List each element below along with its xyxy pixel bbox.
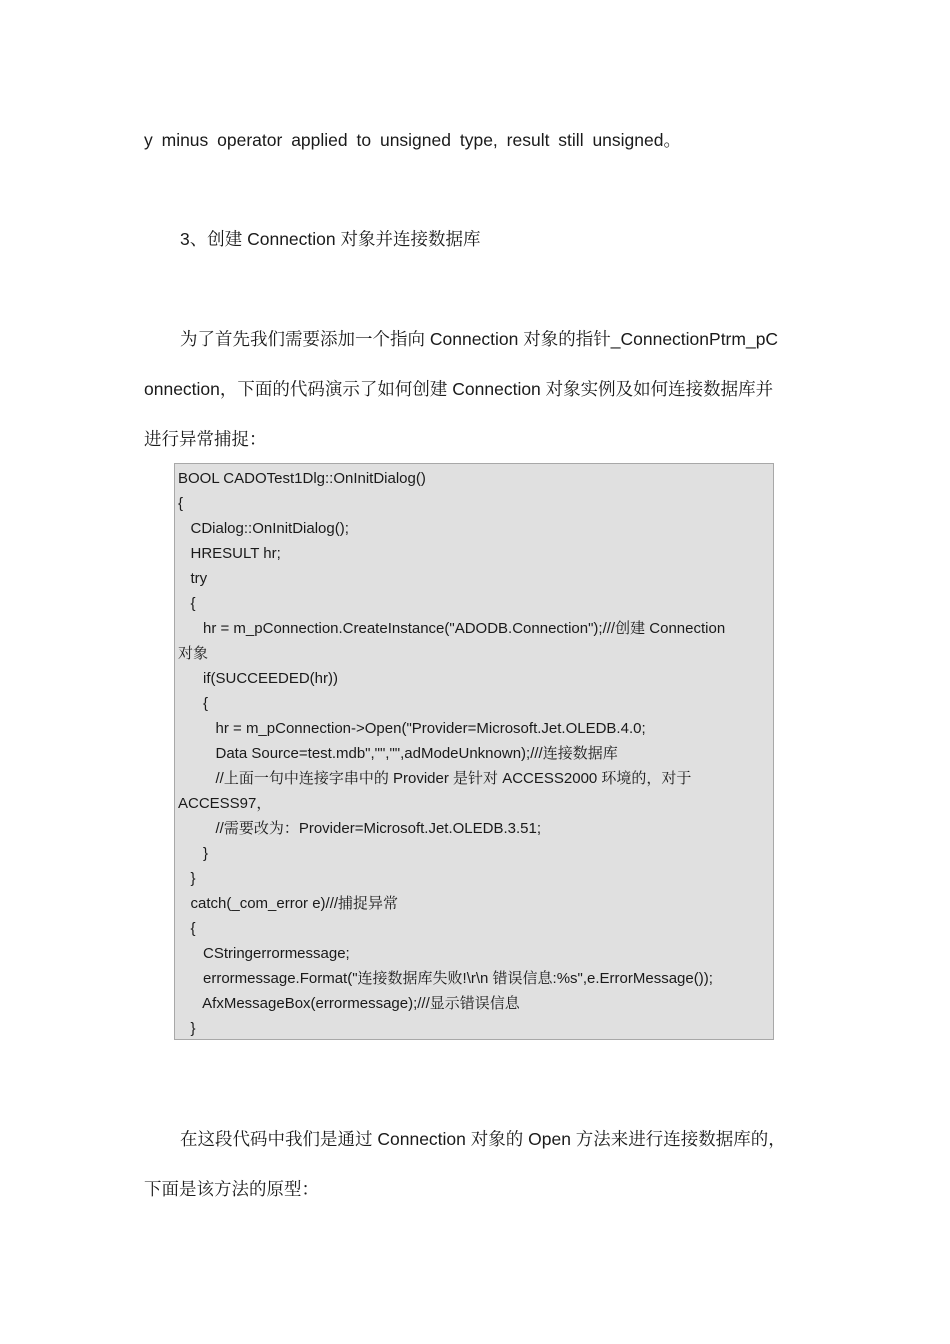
code-line: BOOL CADOTest1Dlg::OnInitDialog() bbox=[178, 470, 426, 487]
code-line: { bbox=[178, 595, 196, 612]
code-line: { bbox=[178, 920, 196, 937]
code-line: { bbox=[178, 695, 209, 712]
code-line: hr = m_pConnection->Open("Provider=Microsoft.Jet.OLEDB.4.0; bbox=[178, 720, 646, 737]
code-line: 对象 bbox=[178, 645, 209, 662]
code-block bbox=[174, 463, 774, 1040]
paragraph-line: 进行异常捕捉： bbox=[144, 429, 267, 449]
code-line: try bbox=[178, 570, 208, 587]
code-line: CStringerrormessage; bbox=[178, 945, 350, 962]
code-line: } bbox=[178, 845, 209, 862]
code-line: CDialog::OnInitDialog(); bbox=[178, 520, 349, 537]
code-line: catch(_com_error e)///捕捉异常 bbox=[178, 895, 399, 912]
intro-line: y minus operator applied to unsigned type, result still unsigned。 bbox=[144, 130, 681, 150]
paragraph-line: onnection，下面的代码演示了如何创建 Connection 对象实例及如何连接数据库并 bbox=[144, 379, 774, 399]
code-line: { bbox=[178, 495, 184, 512]
code-line: Data Source=test.mdb","","",adModeUnknown);///连接数据库 bbox=[178, 745, 618, 762]
section-heading: 3、创建 Connection 对象并连接数据库 bbox=[180, 229, 481, 249]
paragraph-line: 在这段代码中我们是通过 Connection 对象的 Open 方法来进行连接数据库的， bbox=[180, 1129, 786, 1149]
code-line: } bbox=[178, 1020, 196, 1037]
code-line: //需要改为：Provider=Microsoft.Jet.OLEDB.3.51; bbox=[178, 820, 542, 837]
code-line: } bbox=[178, 870, 196, 887]
code-line: if(SUCCEEDED(hr)) bbox=[178, 670, 339, 687]
code-line: //上面一句中连接字串中的 Provider 是针对 ACCESS2000 环境的，对于 bbox=[178, 770, 692, 787]
code-line: AfxMessageBox(errormessage);///显示错误信息 bbox=[178, 995, 520, 1012]
paragraph-line: 下面是该方法的原型： bbox=[144, 1179, 319, 1199]
code-line: hr = m_pConnection.CreateInstance("ADODB.Connection");///创建 Connection bbox=[178, 620, 726, 637]
code-line: ACCESS97， bbox=[178, 795, 272, 812]
paragraph-line: 为了首先我们需要添加一个指向 Connection 对象的指针_ConnectionPtrm_pC bbox=[180, 329, 779, 349]
code-line: errormessage.Format("连接数据库失败!\r\n 错误信息:%s",e.ErrorMessage()); bbox=[178, 970, 713, 987]
code-line: HRESULT hr; bbox=[178, 545, 281, 562]
